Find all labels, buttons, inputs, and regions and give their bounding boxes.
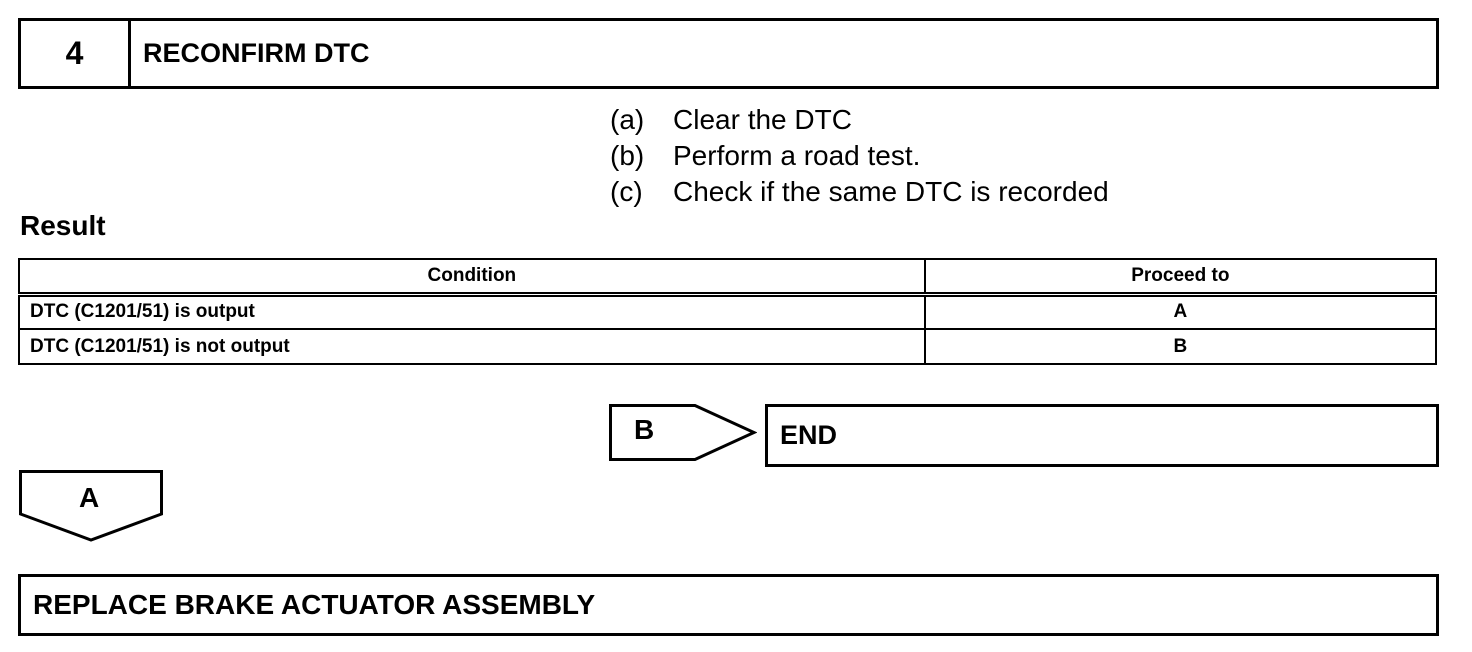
- result-table: [18, 258, 1437, 365]
- instruction-text: Check if the same DTC is recorded: [673, 176, 1109, 207]
- instruction-item: [610, 102, 852, 138]
- step-title: RECONFIRM DTC: [143, 38, 370, 68]
- instruction-text: Clear the DTC: [673, 104, 852, 135]
- step-header: [18, 18, 1439, 89]
- condition-cell: DTC (C1201/51) is output: [19, 294, 925, 329]
- table-row: [19, 329, 1436, 364]
- instruction-mark: (a): [610, 104, 645, 135]
- column-header-condition: Condition: [19, 259, 925, 294]
- end-box: END: [765, 404, 1439, 467]
- instruction-item: [610, 174, 1109, 210]
- instruction-mark: (b): [610, 140, 645, 171]
- replace-action-box: REPLACE BRAKE ACTUATOR ASSEMBLY: [18, 574, 1439, 636]
- proceed-cell: A: [925, 294, 1436, 329]
- instruction-text: Perform a road test.: [673, 140, 921, 171]
- column-header-proceed: Proceed to: [925, 259, 1436, 294]
- result-heading: Result: [20, 210, 106, 241]
- branch-b-arrow-icon: [609, 404, 757, 461]
- branch-a-label: A: [79, 482, 100, 513]
- proceed-cell: B: [925, 329, 1436, 364]
- table-header-row: [19, 259, 1436, 294]
- condition-cell: DTC (C1201/51) is not output: [19, 329, 925, 364]
- instruction-mark: (c): [610, 176, 643, 207]
- step-number: 4: [21, 21, 131, 86]
- instruction-item: [610, 138, 920, 174]
- branch-b-label: B: [634, 414, 655, 445]
- table-row: [19, 294, 1436, 329]
